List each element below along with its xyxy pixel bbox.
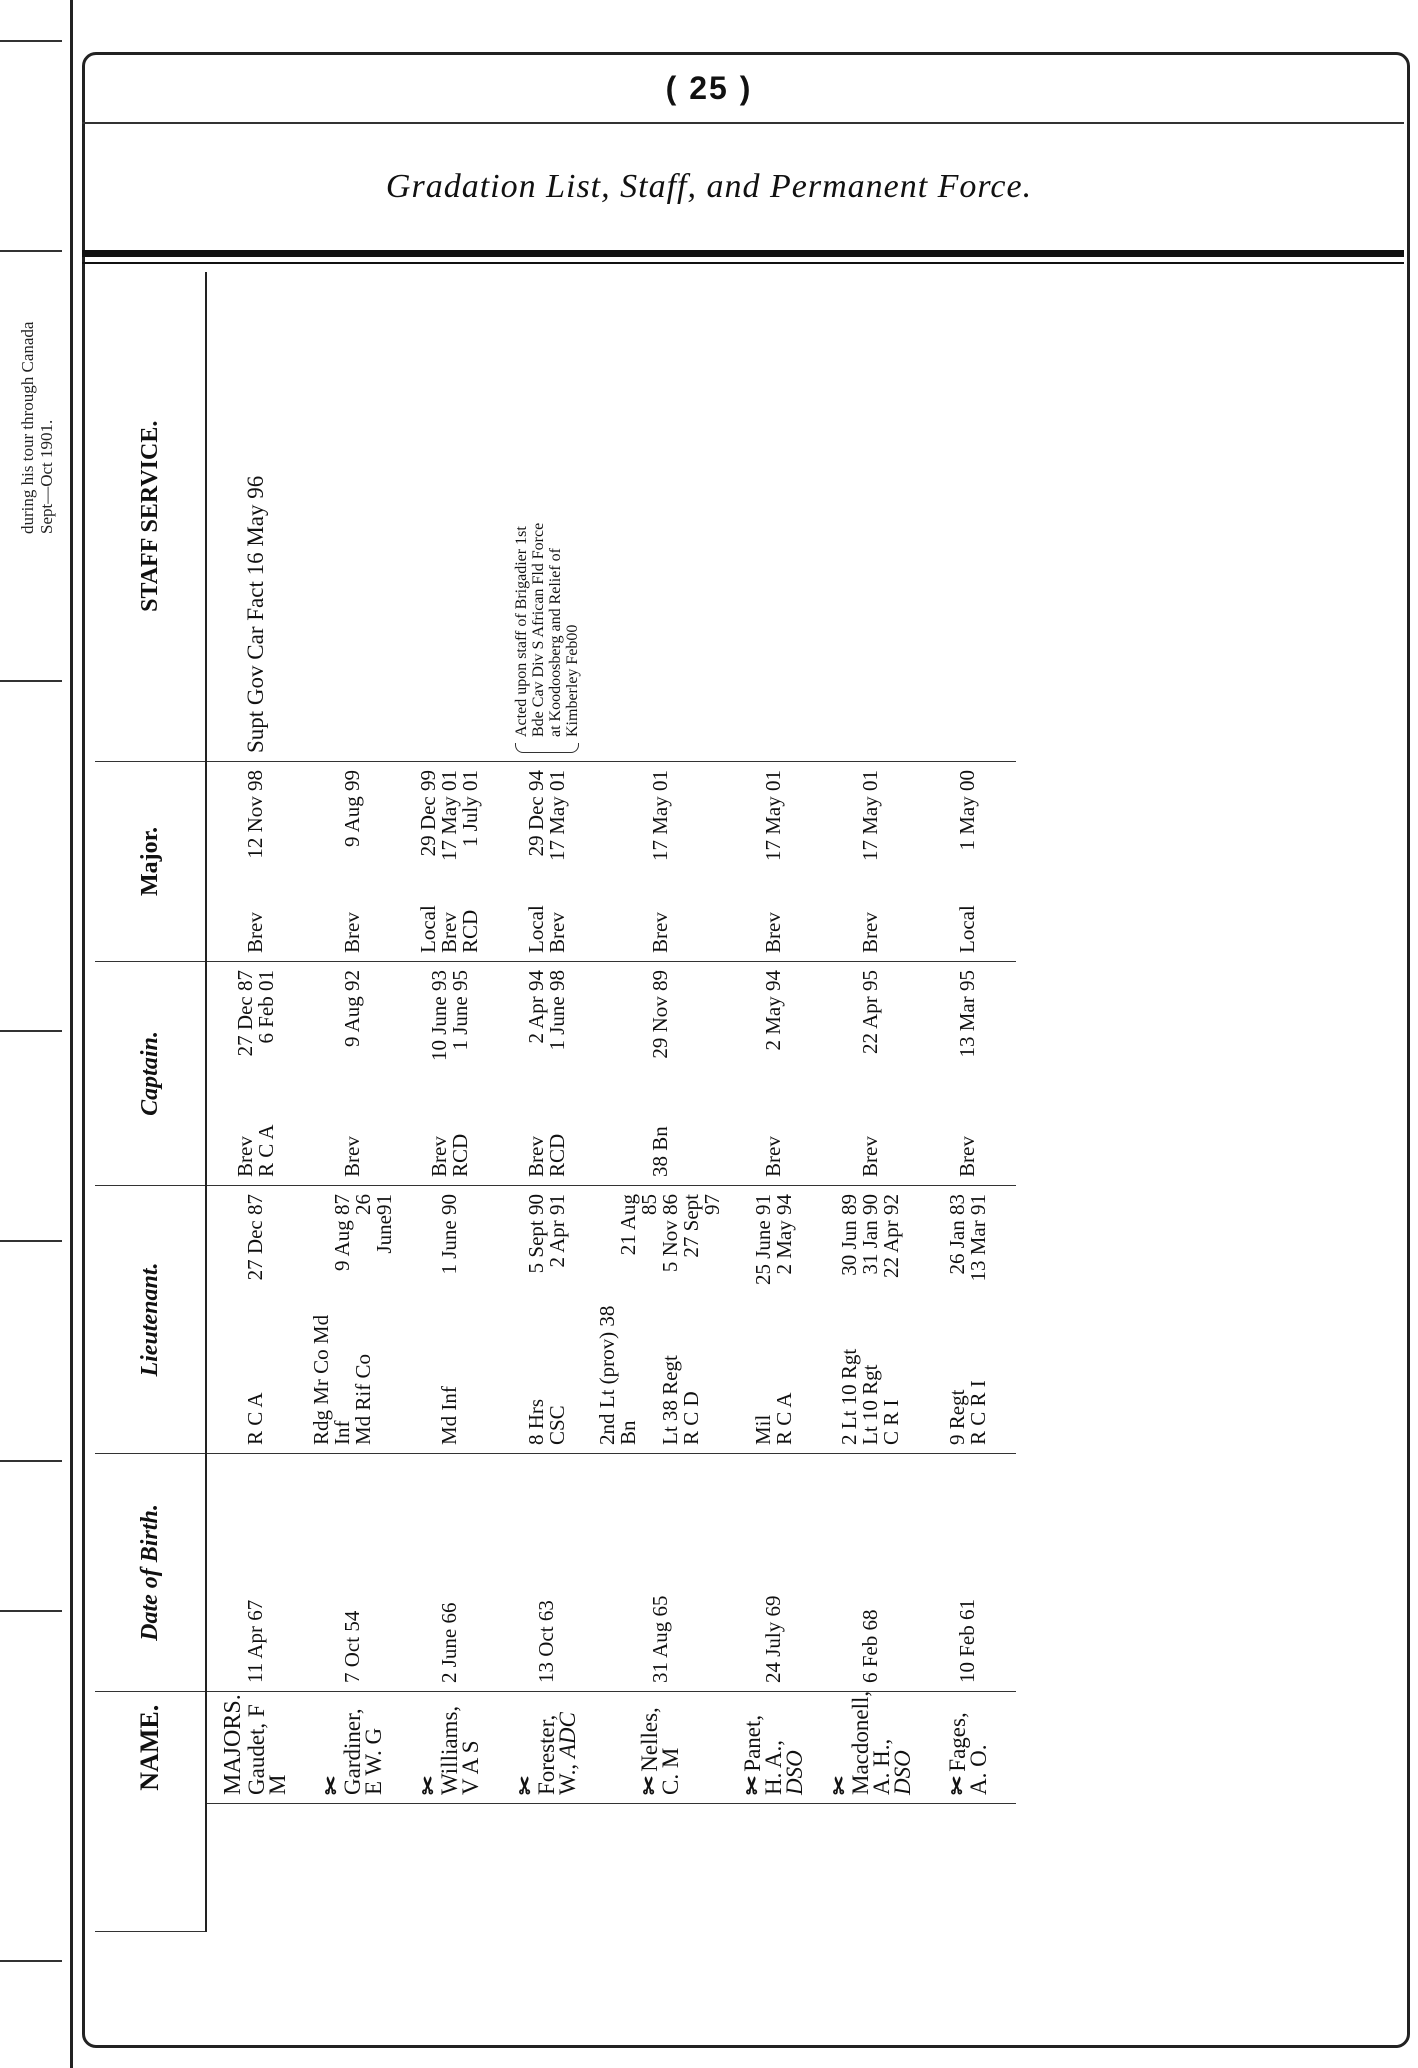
staff-service-cell (595, 272, 725, 762)
name-suffix: DSO (782, 1750, 807, 1795)
lieutenant-cell (498, 1186, 595, 1454)
major-cell (725, 762, 822, 962)
column-header-lieutenant: Lieutenant. (95, 1186, 206, 1454)
margin-rule (0, 680, 62, 682)
margin-rule (0, 1030, 62, 1032)
name-line (826, 1690, 915, 1795)
name-line (944, 1700, 991, 1795)
title-rule-thick (82, 250, 1404, 257)
officer-name: Macdonell, A. H., (847, 1690, 894, 1795)
lieutenant-dates: 26 Jan 83 13 Mar 91 (944, 1194, 990, 1282)
captain-rank: 38 Bn (647, 1126, 672, 1177)
table-row (498, 272, 595, 1932)
lieutenant-dates: 21 Aug 85 5 Nov 86 27 Sept 97 (616, 1194, 724, 1273)
lieutenant-unit: 9 Regt R C R I (944, 1380, 990, 1445)
lieutenant-cell (206, 1186, 304, 1454)
major-dates: 12 Nov 98 (243, 770, 267, 859)
lieutenant-dates: 27 Dec 87 (243, 1194, 267, 1281)
major-cell (822, 762, 919, 962)
staff-service-note: Acted upon staff of Brigadier 1st Bde Cav Div S African Fld Force at Koodoosberg and Relief of Kimberley Feb00 (513, 280, 581, 754)
lieutenant-unit: 8 Hrs CSC (523, 1398, 569, 1445)
lieutenant-unit: Mil R C A (750, 1392, 796, 1445)
column-header-major: Major. (95, 762, 206, 962)
row-spacer (206, 1804, 304, 1932)
margin-rule (0, 1240, 62, 1242)
major-dates: 9 Aug 99 (340, 770, 364, 848)
name-suffix: ADC (555, 1712, 580, 1759)
major-cell (304, 762, 401, 962)
table-region (95, 272, 1395, 1932)
header-row (95, 272, 206, 1932)
column-header-name: NAME. (135, 1704, 164, 1791)
title-rule-thin (82, 262, 1404, 264)
name-cell (595, 1692, 725, 1804)
row-spacer (919, 1804, 1016, 1932)
staff-service-cell (725, 272, 822, 762)
major-dates: 29 Dec 94 17 May 01 (523, 770, 569, 861)
name-line (742, 1700, 805, 1795)
officer-name: Gaudet, F M (244, 1704, 290, 1795)
table-row (919, 272, 1016, 1932)
table-row (822, 272, 919, 1932)
name-line (246, 1700, 288, 1795)
name-line (639, 1700, 681, 1795)
margin-note: during his tour through Canada Sept—Oct 1901. (18, 321, 56, 534)
facing-page-margin (0, 0, 73, 2068)
staff-service-text: Supt Gov Car Fact 16 May 96 (243, 475, 268, 753)
major-rank: Local (955, 905, 979, 953)
major-dates: 29 Dec 99 17 May 01 1 July 01 (416, 770, 482, 861)
name-cell (206, 1692, 304, 1804)
margin-rule (0, 1460, 62, 1462)
dob-cell: 31 Aug 65 (595, 1454, 725, 1692)
lieutenant-unit: R C A (243, 1392, 267, 1445)
captain-dates: 2 Apr 94 1 June 98 (523, 970, 569, 1051)
name-line (321, 1700, 384, 1795)
row-spacer (304, 1804, 401, 1932)
major-rank: Local Brev (523, 905, 569, 953)
captain-dates: 27 Dec 87 6 Feb 01 (232, 970, 278, 1057)
table-row (304, 272, 401, 1932)
captain-cell (304, 962, 401, 1186)
major-rank: Brev (243, 912, 267, 953)
scissors-icon: ✂ (740, 1775, 765, 1795)
major-dates: 1 May 00 (955, 770, 979, 851)
captain-cell (725, 962, 822, 1186)
margin-rule (0, 1610, 62, 1612)
dob-cell: 7 Oct 54 (304, 1454, 401, 1692)
captain-cell (919, 962, 1016, 1186)
page-number: ( 25 ) (665, 70, 753, 106)
major-rank: Brev (340, 912, 364, 953)
lieutenant-dates: 25 June 91 2 May 94 (750, 1194, 796, 1285)
lieutenant-cell (595, 1186, 725, 1454)
scissors-icon: ✂ (319, 1775, 344, 1795)
gradation-table (95, 272, 1016, 1932)
name-cell (304, 1692, 401, 1804)
lieutenant-dates: 5 Sept 90 2 Apr 91 (523, 1194, 569, 1274)
margin-rule (0, 40, 62, 42)
row-spacer (822, 1804, 919, 1932)
captain-dates: 13 Mar 95 (955, 970, 979, 1058)
officer-name: Panet, H. A., (740, 1714, 786, 1795)
rotated-table-wrapper (95, 272, 1395, 1932)
major-cell (498, 762, 595, 962)
staff-service-cell (498, 272, 595, 762)
dob-cell: 6 Feb 68 (822, 1454, 919, 1692)
officer-name: Williams, V A S (437, 1705, 483, 1795)
scissors-icon: ✂ (637, 1775, 662, 1795)
captain-dates: 2 May 94 (761, 970, 785, 1051)
page-title: Gradation List, Staff, and Permanent Force. (385, 168, 1033, 205)
dob-cell: 11 Apr 67 (206, 1454, 304, 1692)
lieutenant-cell (401, 1186, 498, 1454)
lieutenant-unit: Rdg Mr Co Md Inf Md Rif Co (308, 1314, 375, 1445)
lieutenant-cell (304, 1186, 401, 1454)
row-spacer (498, 1804, 595, 1932)
captain-cell (401, 962, 498, 1186)
captain-rank: Brev (955, 1136, 979, 1177)
name-cell (725, 1692, 822, 1804)
major-rank: Brev (858, 912, 882, 953)
staff-service-cell (919, 272, 1016, 762)
captain-rank: Brev RCD (426, 1133, 472, 1177)
captain-rank: Brev (761, 1136, 785, 1177)
major-cell (206, 762, 304, 962)
staff-service-cell (401, 272, 498, 762)
header-spacer (95, 1804, 206, 1932)
officer-name: Fages, A. O. (944, 1712, 991, 1795)
lieutenant-dates: 9 Aug 87 26 June91 (329, 1194, 396, 1272)
margin-rule (0, 250, 62, 252)
lieutenant-unit: Md Inf (437, 1386, 461, 1445)
staff-service-cell (304, 272, 401, 762)
table-row (595, 272, 725, 1932)
captain-rank: Brev R C A (232, 1124, 278, 1177)
dob-cell: 24 July 69 (725, 1454, 822, 1692)
captain-rank: Brev (340, 1136, 364, 1177)
lieutenant-dates: 1 June 90 (437, 1194, 461, 1275)
captain-dates: 9 Aug 92 (340, 970, 364, 1048)
captain-cell (595, 962, 725, 1186)
captain-rank: Brev (858, 1136, 882, 1177)
name-cell (401, 1692, 498, 1804)
dob-cell: 13 Oct 63 (498, 1454, 595, 1692)
staff-service-cell (206, 272, 304, 762)
scissors-icon: ✂ (826, 1775, 852, 1795)
row-spacer (595, 1804, 725, 1932)
major-cell (919, 762, 1016, 962)
captain-cell (822, 962, 919, 1186)
name-cell (919, 1692, 1016, 1804)
major-rank: Local Brev RCD (416, 905, 482, 953)
major-cell (401, 762, 498, 962)
section-heading: MAJORS. (220, 1694, 246, 1795)
row-spacer (401, 1804, 498, 1932)
lieutenant-unit: 2 Lt 10 Rgt Lt 10 Rgt C R I (837, 1348, 903, 1445)
lieutenant-cell (725, 1186, 822, 1454)
name-line (515, 1700, 578, 1795)
lieutenant-unit: 2nd Lt (prov) 38 Bn Lt 38 Regt R C D (595, 1305, 703, 1445)
name-line (418, 1700, 481, 1795)
captain-rank: Brev RCD (523, 1133, 569, 1177)
major-rank: Brev (647, 912, 672, 953)
captain-cell (206, 962, 304, 1186)
table-row (206, 272, 304, 1932)
lieutenant-dates: 30 Jun 89 31 Jan 90 22 Apr 92 (837, 1194, 903, 1278)
column-header-captain: Captain. (95, 962, 206, 1186)
major-dates: 17 May 01 (761, 770, 785, 861)
row-spacer (725, 1804, 822, 1932)
captain-dates: 22 Apr 95 (858, 970, 882, 1054)
officer-name: Gardiner, E W. G (340, 1708, 386, 1795)
column-header-staff: STAFF SERVICE. (95, 272, 206, 762)
column-header-dob: Date of Birth. (95, 1454, 206, 1692)
captain-dates: 29 Nov 89 (647, 970, 672, 1059)
name-suffix: DSO (889, 1750, 915, 1795)
scissors-icon: ✂ (416, 1775, 441, 1795)
table-row (725, 272, 822, 1932)
name-cell (498, 1692, 595, 1804)
major-rank: Brev (761, 912, 785, 953)
major-cell (595, 762, 725, 962)
scissors-icon: ✂ (944, 1775, 970, 1795)
lieutenant-cell (822, 1186, 919, 1454)
dob-cell: 2 June 66 (401, 1454, 498, 1692)
name-cell (822, 1692, 919, 1804)
table-row (401, 272, 498, 1932)
header-rule (82, 122, 1404, 124)
captain-dates: 10 June 93 1 June 95 (426, 970, 472, 1061)
dob-cell: 10 Feb 61 (919, 1454, 1016, 1692)
captain-cell (498, 962, 595, 1186)
major-dates: 17 May 01 (858, 770, 882, 861)
scissors-icon: ✂ (513, 1775, 538, 1795)
lieutenant-cell (919, 1186, 1016, 1454)
major-dates: 17 May 01 (647, 770, 672, 861)
margin-rule (0, 1960, 62, 1962)
staff-service-cell (822, 272, 919, 762)
officer-name: Forester, W., (534, 1714, 580, 1795)
officer-name: Nelles, C. M (637, 1707, 683, 1795)
